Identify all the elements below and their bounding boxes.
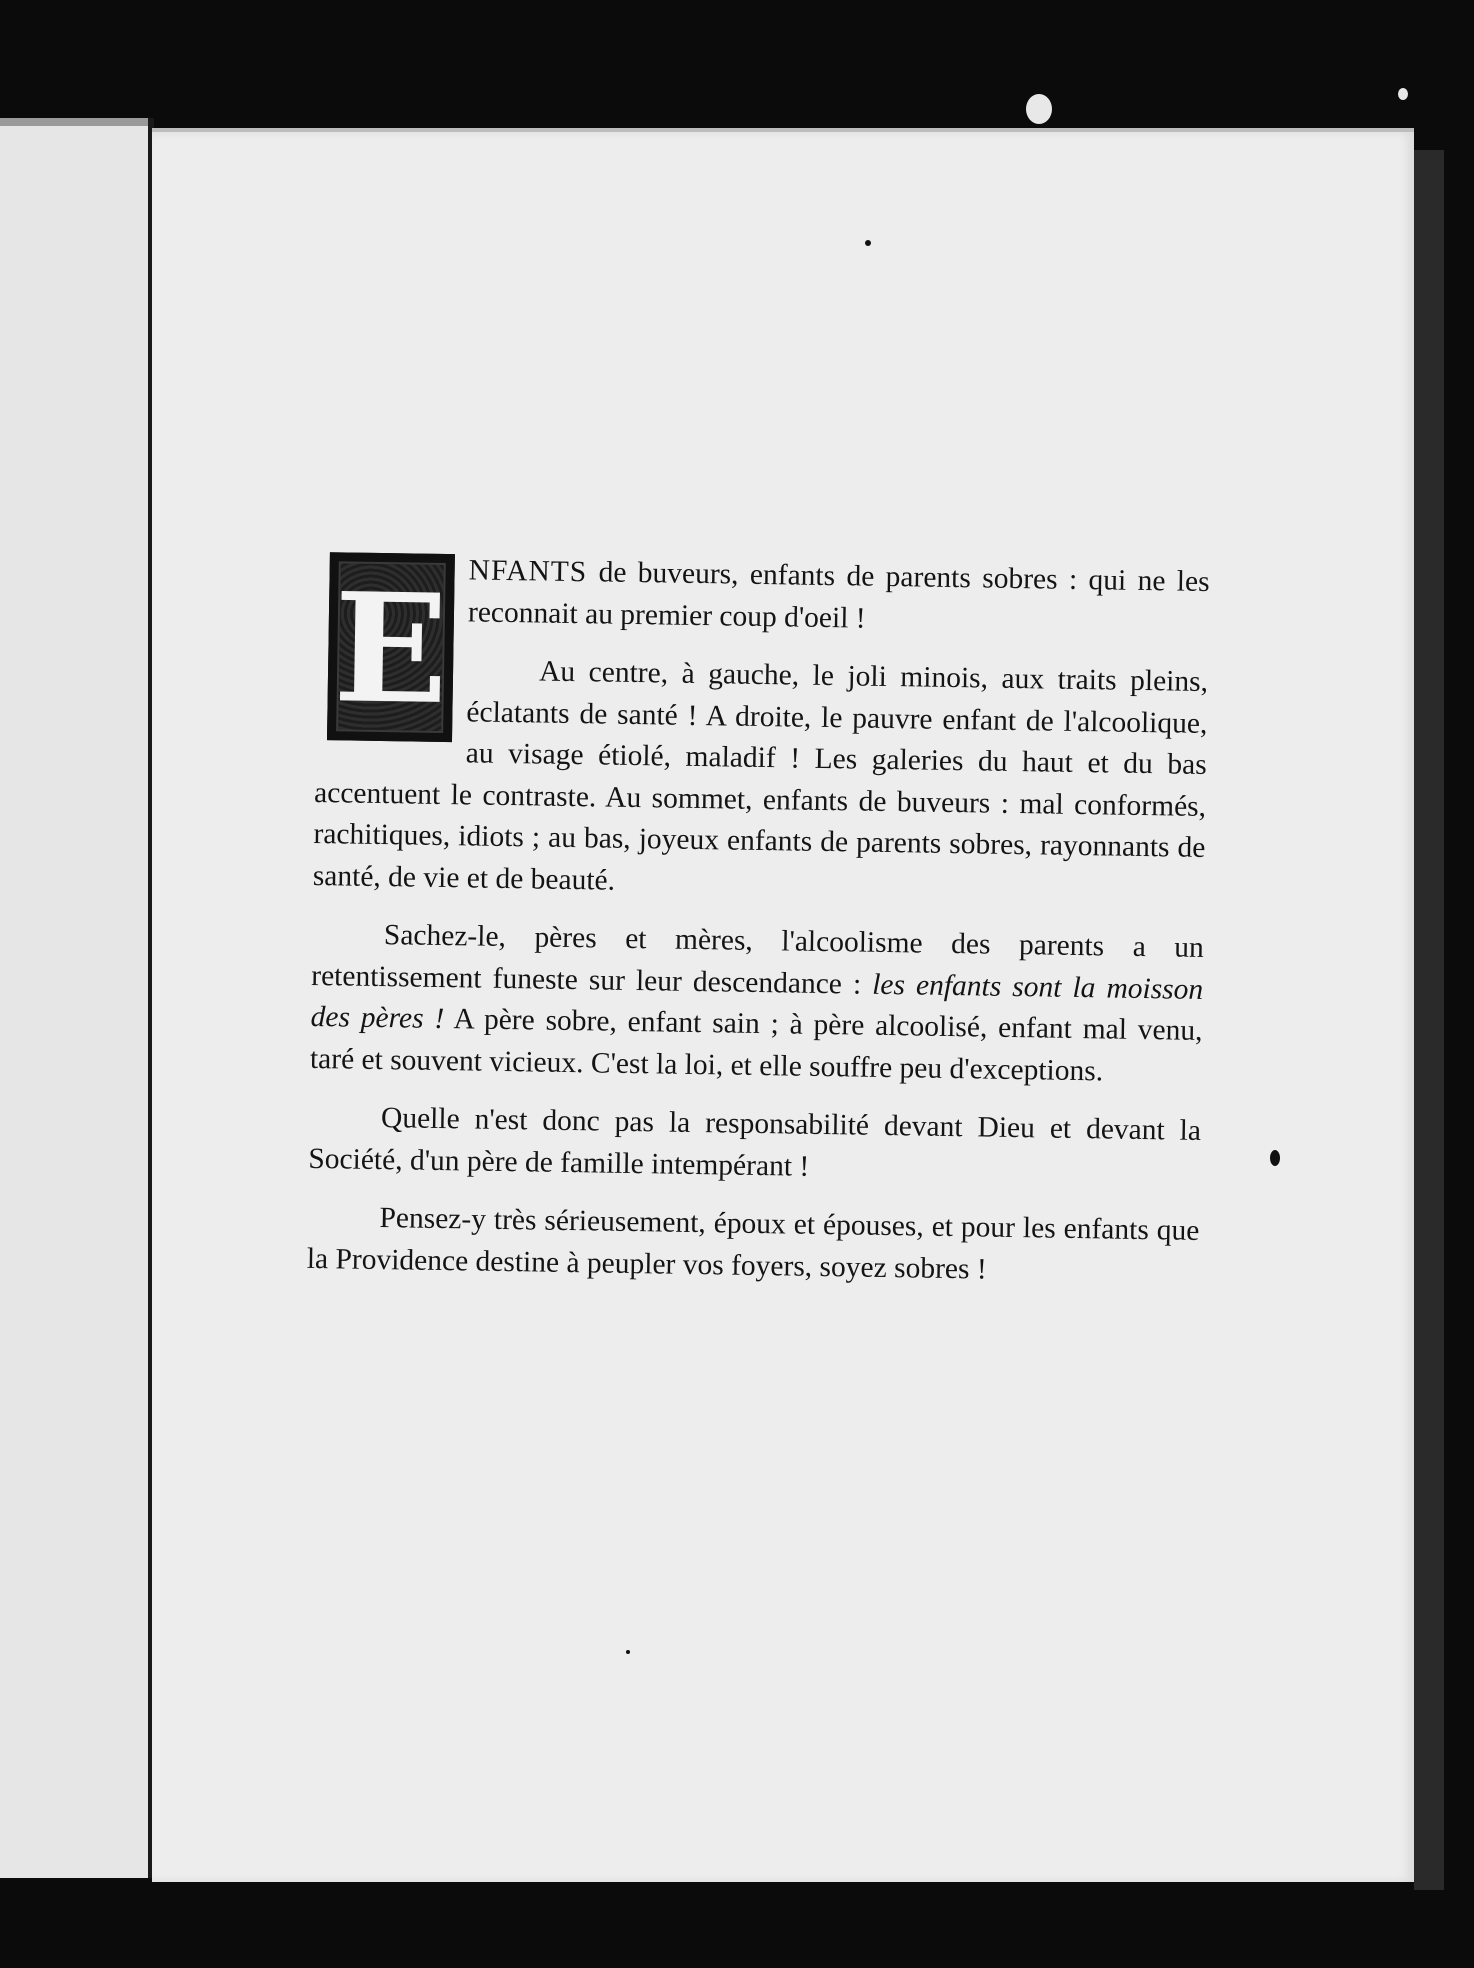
left-page [0,118,151,1878]
opening-word: NFANTS [468,554,588,589]
paragraph-3-italic: les enfants sont la moisson des pères ! [310,968,1204,1036]
scan-speck [1398,88,1408,100]
left-page-edge [0,118,148,126]
paragraph-3-end: A père sobre, enfant sain ; à père alcoolisé, enfant mal venu, taré et souvent vicieux. C'est la loi, et elle souffre peu d'exceptions. [309,1003,1203,1087]
scan-speck [1270,1150,1280,1166]
scan-speck [865,240,871,246]
decorative-initial [327,552,455,742]
paragraph-3 [310,914,1204,1094]
paragraph-3-start: Sachez-le, pères et mères, l'alcoolisme des parents a un retentissement funeste sur leur descendance : [311,919,1205,1001]
page-frame-edge [1414,150,1444,1890]
paragraph-5-text: Pensez-y très sérieusement, époux et épouses, et pour les enfants que la Providence destine à peupler vos foyers, soyez sobres ! [306,1202,1200,1286]
paragraph-4 [308,1097,1201,1194]
paragraph-5 [307,1197,1200,1294]
scan-speck [626,1650,630,1654]
paragraph-2-text: Au centre, à gauche, le joli minois, aux traits pleins, éclatants de santé ! A droite, le pauvre enfant de l'alcoolique, au visage étiolé, maladif ! Les galeries du haut et du bas accentuent le contraste. Au sommet, enfants de buveurs : mal conformés, rachitiques, idiots ; au bas, joyeux enfants de parents sobres, rayonnants de santé, de vie et de beauté. [312,655,1209,897]
paragraph-4-text: Quelle n'est donc pas la responsabilité devant Dieu et devant la Société, d'un père de famille intempérant ! [308,1102,1202,1183]
paragraph-1-text: de buveurs, enfants de parents sobres : qui ne les reconnait au premier coup d'oeil ! [467,556,1210,635]
initial-letter: E [332,560,450,739]
article-text [306,548,1210,1311]
scan-speck [1026,94,1052,124]
